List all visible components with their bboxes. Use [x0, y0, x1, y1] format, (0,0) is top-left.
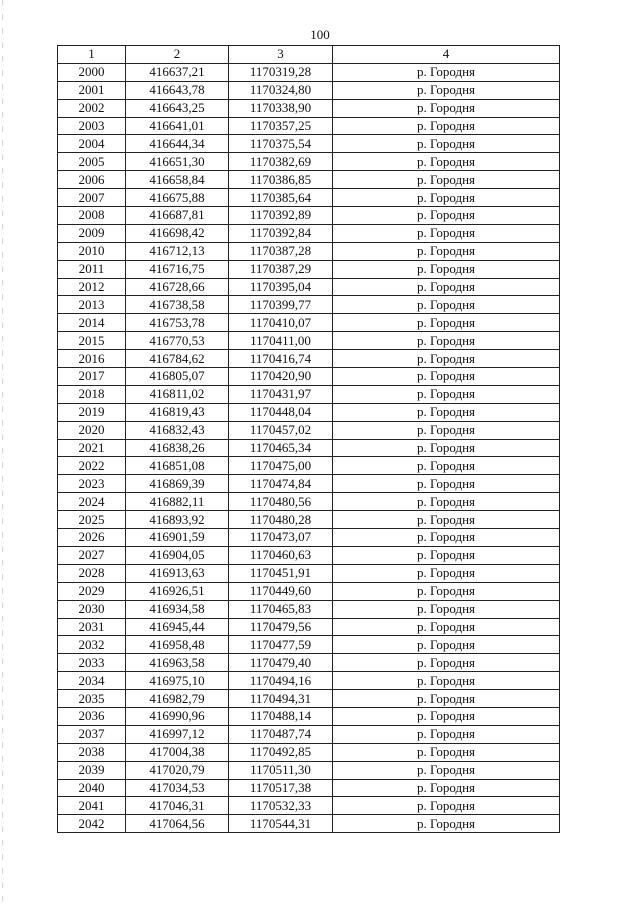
table-row — [58, 171, 560, 189]
cell-description: р. Городня — [333, 224, 560, 242]
cell-description: р. Городня — [333, 350, 560, 368]
cell-point-number: 2003 — [58, 117, 126, 135]
cell-point-number: 2028 — [58, 564, 126, 582]
cell-x-coordinate: 416893,92 — [126, 511, 229, 529]
cell-x-coordinate: 416698,42 — [126, 224, 229, 242]
cell-point-number: 2022 — [58, 457, 126, 475]
cell-description: р. Городня — [333, 707, 560, 725]
cell-description: р. Городня — [333, 314, 560, 332]
cell-point-number: 2037 — [58, 725, 126, 743]
table-row — [58, 224, 560, 242]
cell-x-coordinate: 416738,58 — [126, 296, 229, 314]
cell-x-coordinate: 416982,79 — [126, 690, 229, 708]
cell-description: р. Городня — [333, 797, 560, 815]
cell-description: р. Городня — [333, 153, 560, 171]
table-row — [58, 99, 560, 117]
cell-point-number: 2023 — [58, 475, 126, 493]
cell-point-number: 2025 — [58, 511, 126, 529]
cell-description: р. Городня — [333, 690, 560, 708]
table-row — [58, 81, 560, 99]
cell-x-coordinate: 416753,78 — [126, 314, 229, 332]
cell-y-coordinate: 1170474,84 — [229, 475, 333, 493]
table-row — [58, 207, 560, 225]
cell-description: р. Городня — [333, 761, 560, 779]
cell-point-number: 2009 — [58, 224, 126, 242]
cell-y-coordinate: 1170385,64 — [229, 189, 333, 207]
cell-point-number: 2026 — [58, 529, 126, 547]
table-row — [58, 350, 560, 368]
cell-y-coordinate: 1170475,00 — [229, 457, 333, 475]
cell-point-number: 2038 — [58, 743, 126, 761]
cell-y-coordinate: 1170517,38 — [229, 779, 333, 797]
table-row — [58, 278, 560, 296]
cell-y-coordinate: 1170392,84 — [229, 224, 333, 242]
cell-y-coordinate: 1170431,97 — [229, 385, 333, 403]
table-row — [58, 690, 560, 708]
cell-y-coordinate: 1170386,85 — [229, 171, 333, 189]
cell-point-number: 2027 — [58, 546, 126, 564]
cell-y-coordinate: 1170319,28 — [229, 63, 333, 81]
cell-x-coordinate: 416784,62 — [126, 350, 229, 368]
cell-y-coordinate: 1170487,74 — [229, 725, 333, 743]
cell-point-number: 2000 — [58, 63, 126, 81]
cell-y-coordinate: 1170473,07 — [229, 529, 333, 547]
table-row — [58, 707, 560, 725]
cell-description: р. Городня — [333, 63, 560, 81]
table-row — [58, 529, 560, 547]
cell-y-coordinate: 1170479,56 — [229, 618, 333, 636]
cell-x-coordinate: 416997,12 — [126, 725, 229, 743]
cell-y-coordinate: 1170449,60 — [229, 582, 333, 600]
table-row — [58, 403, 560, 421]
cell-y-coordinate: 1170494,31 — [229, 690, 333, 708]
cell-x-coordinate: 416832,43 — [126, 421, 229, 439]
cell-description: р. Городня — [333, 81, 560, 99]
cell-x-coordinate: 416811,02 — [126, 385, 229, 403]
cell-x-coordinate: 416882,11 — [126, 493, 229, 511]
cell-x-coordinate: 416712,13 — [126, 242, 229, 260]
cell-x-coordinate: 416869,39 — [126, 475, 229, 493]
table-row — [58, 63, 560, 81]
cell-point-number: 2020 — [58, 421, 126, 439]
cell-point-number: 2041 — [58, 797, 126, 815]
table-row — [58, 439, 560, 457]
table-row — [58, 582, 560, 600]
cell-description: р. Городня — [333, 475, 560, 493]
cell-y-coordinate: 1170382,69 — [229, 153, 333, 171]
table-row — [58, 779, 560, 797]
cell-x-coordinate: 416926,51 — [126, 582, 229, 600]
table-row — [58, 600, 560, 618]
cell-description: р. Городня — [333, 207, 560, 225]
cell-point-number: 2002 — [58, 99, 126, 117]
cell-description: р. Городня — [333, 672, 560, 690]
cell-description: р. Городня — [333, 725, 560, 743]
table-row — [58, 511, 560, 529]
cell-x-coordinate: 416945,44 — [126, 618, 229, 636]
cell-y-coordinate: 1170448,04 — [229, 403, 333, 421]
column-header-x: 2 — [126, 46, 229, 64]
table-row — [58, 242, 560, 260]
cell-description: р. Городня — [333, 260, 560, 278]
cell-y-coordinate: 1170395,04 — [229, 278, 333, 296]
cell-description: р. Городня — [333, 529, 560, 547]
cell-point-number: 2039 — [58, 761, 126, 779]
cell-description: р. Городня — [333, 117, 560, 135]
table-row — [58, 743, 560, 761]
table-row — [58, 725, 560, 743]
cell-description: р. Городня — [333, 511, 560, 529]
table-row — [58, 314, 560, 332]
cell-x-coordinate: 416805,07 — [126, 368, 229, 386]
cell-description: р. Городня — [333, 815, 560, 833]
cell-point-number: 2024 — [58, 493, 126, 511]
cell-point-number: 2011 — [58, 260, 126, 278]
cell-description: р. Городня — [333, 493, 560, 511]
cell-x-coordinate: 416728,66 — [126, 278, 229, 296]
table-body — [58, 63, 560, 832]
cell-y-coordinate: 1170480,28 — [229, 511, 333, 529]
cell-x-coordinate: 416675,88 — [126, 189, 229, 207]
cell-point-number: 2034 — [58, 672, 126, 690]
cell-x-coordinate: 416770,53 — [126, 332, 229, 350]
cell-y-coordinate: 1170477,59 — [229, 636, 333, 654]
cell-x-coordinate: 417064,56 — [126, 815, 229, 833]
margin-line — [2, 0, 3, 905]
cell-y-coordinate: 1170399,77 — [229, 296, 333, 314]
cell-point-number: 2017 — [58, 368, 126, 386]
cell-description: р. Городня — [333, 743, 560, 761]
cell-point-number: 2001 — [58, 81, 126, 99]
cell-point-number: 2010 — [58, 242, 126, 260]
cell-description: р. Городня — [333, 600, 560, 618]
cell-description: р. Городня — [333, 439, 560, 457]
cell-y-coordinate: 1170460,63 — [229, 546, 333, 564]
cell-point-number: 2036 — [58, 707, 126, 725]
cell-y-coordinate: 1170338,90 — [229, 99, 333, 117]
table-header-row — [58, 46, 560, 64]
table-row — [58, 421, 560, 439]
cell-x-coordinate: 416901,59 — [126, 529, 229, 547]
cell-x-coordinate: 416934,58 — [126, 600, 229, 618]
cell-x-coordinate: 416651,30 — [126, 153, 229, 171]
cell-y-coordinate: 1170479,40 — [229, 654, 333, 672]
cell-y-coordinate: 1170416,74 — [229, 350, 333, 368]
cell-x-coordinate: 417046,31 — [126, 797, 229, 815]
cell-description: р. Городня — [333, 99, 560, 117]
cell-x-coordinate: 416990,96 — [126, 707, 229, 725]
page-number: 100 — [310, 27, 330, 42]
cell-point-number: 2014 — [58, 314, 126, 332]
cell-point-number: 2008 — [58, 207, 126, 225]
table-row — [58, 546, 560, 564]
table-row — [58, 636, 560, 654]
column-header-point-number: 1 — [58, 46, 126, 64]
cell-y-coordinate: 1170451,91 — [229, 564, 333, 582]
cell-y-coordinate: 1170465,83 — [229, 600, 333, 618]
cell-description: р. Городня — [333, 242, 560, 260]
cell-x-coordinate: 416644,34 — [126, 135, 229, 153]
cell-y-coordinate: 1170420,90 — [229, 368, 333, 386]
cell-x-coordinate: 416819,43 — [126, 403, 229, 421]
cell-y-coordinate: 1170492,85 — [229, 743, 333, 761]
cell-point-number: 2006 — [58, 171, 126, 189]
cell-y-coordinate: 1170392,89 — [229, 207, 333, 225]
cell-description: р. Городня — [333, 564, 560, 582]
cell-point-number: 2029 — [58, 582, 126, 600]
cell-point-number: 2031 — [58, 618, 126, 636]
table-row — [58, 493, 560, 511]
cell-point-number: 2021 — [58, 439, 126, 457]
cell-x-coordinate: 416904,05 — [126, 546, 229, 564]
cell-description: р. Городня — [333, 654, 560, 672]
table-row — [58, 135, 560, 153]
cell-description: р. Городня — [333, 421, 560, 439]
cell-y-coordinate: 1170324,80 — [229, 81, 333, 99]
cell-y-coordinate: 1170480,56 — [229, 493, 333, 511]
cell-point-number: 2012 — [58, 278, 126, 296]
cell-point-number: 2015 — [58, 332, 126, 350]
cell-x-coordinate: 416716,75 — [126, 260, 229, 278]
cell-y-coordinate: 1170357,25 — [229, 117, 333, 135]
table-row — [58, 296, 560, 314]
cell-x-coordinate: 416643,25 — [126, 99, 229, 117]
cell-y-coordinate: 1170457,02 — [229, 421, 333, 439]
cell-point-number: 2004 — [58, 135, 126, 153]
cell-description: р. Городня — [333, 457, 560, 475]
cell-x-coordinate: 417004,38 — [126, 743, 229, 761]
cell-x-coordinate: 416958,48 — [126, 636, 229, 654]
cell-y-coordinate: 1170494,16 — [229, 672, 333, 690]
cell-description: р. Городня — [333, 582, 560, 600]
cell-y-coordinate: 1170544,31 — [229, 815, 333, 833]
cell-y-coordinate: 1170532,33 — [229, 797, 333, 815]
cell-y-coordinate: 1170488,14 — [229, 707, 333, 725]
cell-point-number: 2005 — [58, 153, 126, 171]
cell-point-number: 2016 — [58, 350, 126, 368]
cell-description: р. Городня — [333, 368, 560, 386]
cell-y-coordinate: 1170411,00 — [229, 332, 333, 350]
cell-point-number: 2018 — [58, 385, 126, 403]
cell-x-coordinate: 416643,78 — [126, 81, 229, 99]
table-row — [58, 564, 560, 582]
table-row — [58, 260, 560, 278]
cell-point-number: 2032 — [58, 636, 126, 654]
table-row — [58, 618, 560, 636]
cell-y-coordinate: 1170511,30 — [229, 761, 333, 779]
table-row — [58, 332, 560, 350]
cell-x-coordinate: 416975,10 — [126, 672, 229, 690]
table-row — [58, 153, 560, 171]
cell-x-coordinate: 416851,08 — [126, 457, 229, 475]
cell-x-coordinate: 416687,81 — [126, 207, 229, 225]
column-header-description: 4 — [333, 46, 560, 64]
cell-description: р. Городня — [333, 332, 560, 350]
table-row — [58, 761, 560, 779]
cell-point-number: 2035 — [58, 690, 126, 708]
coordinates-table — [57, 45, 560, 833]
table-row — [58, 368, 560, 386]
cell-y-coordinate: 1170375,54 — [229, 135, 333, 153]
cell-point-number: 2040 — [58, 779, 126, 797]
cell-description: р. Городня — [333, 135, 560, 153]
cell-point-number: 2013 — [58, 296, 126, 314]
cell-description: р. Городня — [333, 546, 560, 564]
cell-description: р. Городня — [333, 403, 560, 421]
cell-point-number: 2030 — [58, 600, 126, 618]
column-header-y: 3 — [229, 46, 333, 64]
cell-description: р. Городня — [333, 618, 560, 636]
cell-x-coordinate: 416963,58 — [126, 654, 229, 672]
table-row — [58, 672, 560, 690]
cell-x-coordinate: 417034,53 — [126, 779, 229, 797]
cell-description: р. Городня — [333, 278, 560, 296]
table-row — [58, 815, 560, 833]
table-row — [58, 385, 560, 403]
cell-point-number: 2019 — [58, 403, 126, 421]
cell-y-coordinate: 1170387,29 — [229, 260, 333, 278]
cell-point-number: 2007 — [58, 189, 126, 207]
cell-y-coordinate: 1170410,07 — [229, 314, 333, 332]
cell-point-number: 2033 — [58, 654, 126, 672]
table-row — [58, 189, 560, 207]
cell-x-coordinate: 416913,63 — [126, 564, 229, 582]
table-row — [58, 117, 560, 135]
cell-x-coordinate: 416641,01 — [126, 117, 229, 135]
table-row — [58, 457, 560, 475]
cell-description: р. Городня — [333, 779, 560, 797]
table-row — [58, 797, 560, 815]
cell-y-coordinate: 1170465,34 — [229, 439, 333, 457]
cell-description: р. Городня — [333, 636, 560, 654]
cell-x-coordinate: 416838,26 — [126, 439, 229, 457]
cell-description: р. Городня — [333, 171, 560, 189]
cell-y-coordinate: 1170387,28 — [229, 242, 333, 260]
cell-description: р. Городня — [333, 385, 560, 403]
cell-description: р. Городня — [333, 296, 560, 314]
table-row — [58, 654, 560, 672]
cell-x-coordinate: 416658,84 — [126, 171, 229, 189]
cell-x-coordinate: 417020,79 — [126, 761, 229, 779]
table-row — [58, 475, 560, 493]
cell-x-coordinate: 416637,21 — [126, 63, 229, 81]
cell-description: р. Городня — [333, 189, 560, 207]
cell-point-number: 2042 — [58, 815, 126, 833]
